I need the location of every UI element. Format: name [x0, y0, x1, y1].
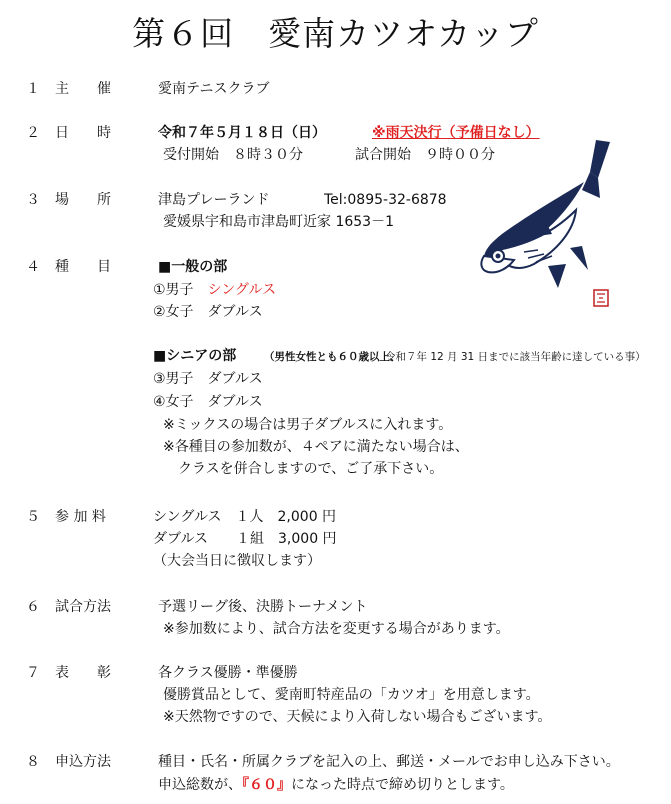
fee-doubles: ダブルス １組 3,000 円 — [153, 531, 337, 547]
section-label: 試合方法 — [55, 599, 111, 615]
section-label: 申込方法 — [55, 754, 111, 770]
section-label: 表 彰 — [55, 665, 111, 681]
event-type-singles: シングルス — [207, 282, 277, 298]
section-label: 参 加 料 — [55, 509, 106, 525]
entry-limit: 『６０』 — [242, 777, 291, 793]
general-event-1 — [153, 281, 276, 299]
organizer-value: 愛南テニスクラブ — [158, 81, 270, 97]
section-number: ６ — [26, 599, 40, 615]
general-division-heading: ■一般の部 — [158, 259, 228, 275]
event-date: 令和７年５月１８日（日） — [158, 125, 326, 141]
merge-note-cont: クラスを併合しますので、ご了承下さい。 — [178, 461, 444, 477]
senior-event-2: ④女子 ダブルス — [153, 394, 263, 410]
mixed-note: ※ミックスの場合は男子ダブルスに入れます。 — [163, 417, 453, 433]
awards-classes: 各クラス優勝・準優勝 — [158, 665, 298, 681]
rain-notice: ※雨天決行（予備日なし） — [372, 125, 540, 141]
fee-singles: シングルス １人 2,000 円 — [153, 509, 337, 525]
section-number: ３ — [26, 192, 40, 208]
fee-collection-note: （大会当日に徴収します） — [153, 553, 321, 569]
section-number: ４ — [26, 259, 40, 275]
reception-time: 受付開始 ８時３０分 — [163, 147, 303, 163]
section-label: 主 催 — [55, 81, 111, 97]
senior-age-note: （男性女性とも６０歳以上、 — [264, 351, 401, 363]
awards-prize: 優勝賞品として、愛南町特産品の「カツオ」を用意します。 — [163, 687, 540, 703]
section-label: 種 目 — [55, 259, 111, 275]
senior-event-1: ③男子 ダブルス — [153, 371, 263, 387]
venue-name: 津島プレーランド — [158, 192, 270, 208]
event-category: ①男子 — [153, 282, 194, 298]
section-number: １ — [26, 81, 40, 97]
bonito-fish-illustration — [478, 138, 614, 328]
section-number: ８ — [26, 754, 40, 770]
apply-deadline: 申込総数が、『６０』になった時点で締め切りとします。 — [158, 777, 514, 793]
senior-division-heading: ■シニアの部 — [153, 348, 237, 364]
merge-note: ※各種目の参加数が、４ペアに満たない場合は、 — [163, 439, 469, 455]
section-label: 日 時 — [55, 125, 111, 141]
section-label: 場 所 — [55, 192, 111, 208]
venue-address: 愛媛県宇和島市津島町近家 1653－1 — [163, 214, 394, 230]
page-title: 第６回 愛南カツオカップ — [132, 14, 539, 53]
section-number: ７ — [26, 665, 40, 681]
general-event-2: ②女子 ダブルス — [153, 304, 263, 320]
section-number: ２ — [26, 125, 40, 141]
start-time: 試合開始 ９時００分 — [355, 147, 495, 163]
venue-phone: Tel:0895-32-6878 — [324, 192, 447, 208]
format-note: ※参加数により、試合方法を変更する場合があります。 — [163, 621, 510, 637]
awards-note: ※天然物ですので、天候により入荷しない場合もございます。 — [163, 709, 552, 725]
senior-age-deadline: 令和７年 12 月 31 日までに該当年齢に達している事） — [385, 351, 646, 363]
format-description: 予選リーグ後、決勝トーナメント — [158, 599, 368, 615]
section-number: ５ — [26, 509, 40, 525]
apply-instructions: 種目・氏名・所属クラブを記入の上、郵送・メールでお申し込み下さい。 — [158, 754, 620, 770]
